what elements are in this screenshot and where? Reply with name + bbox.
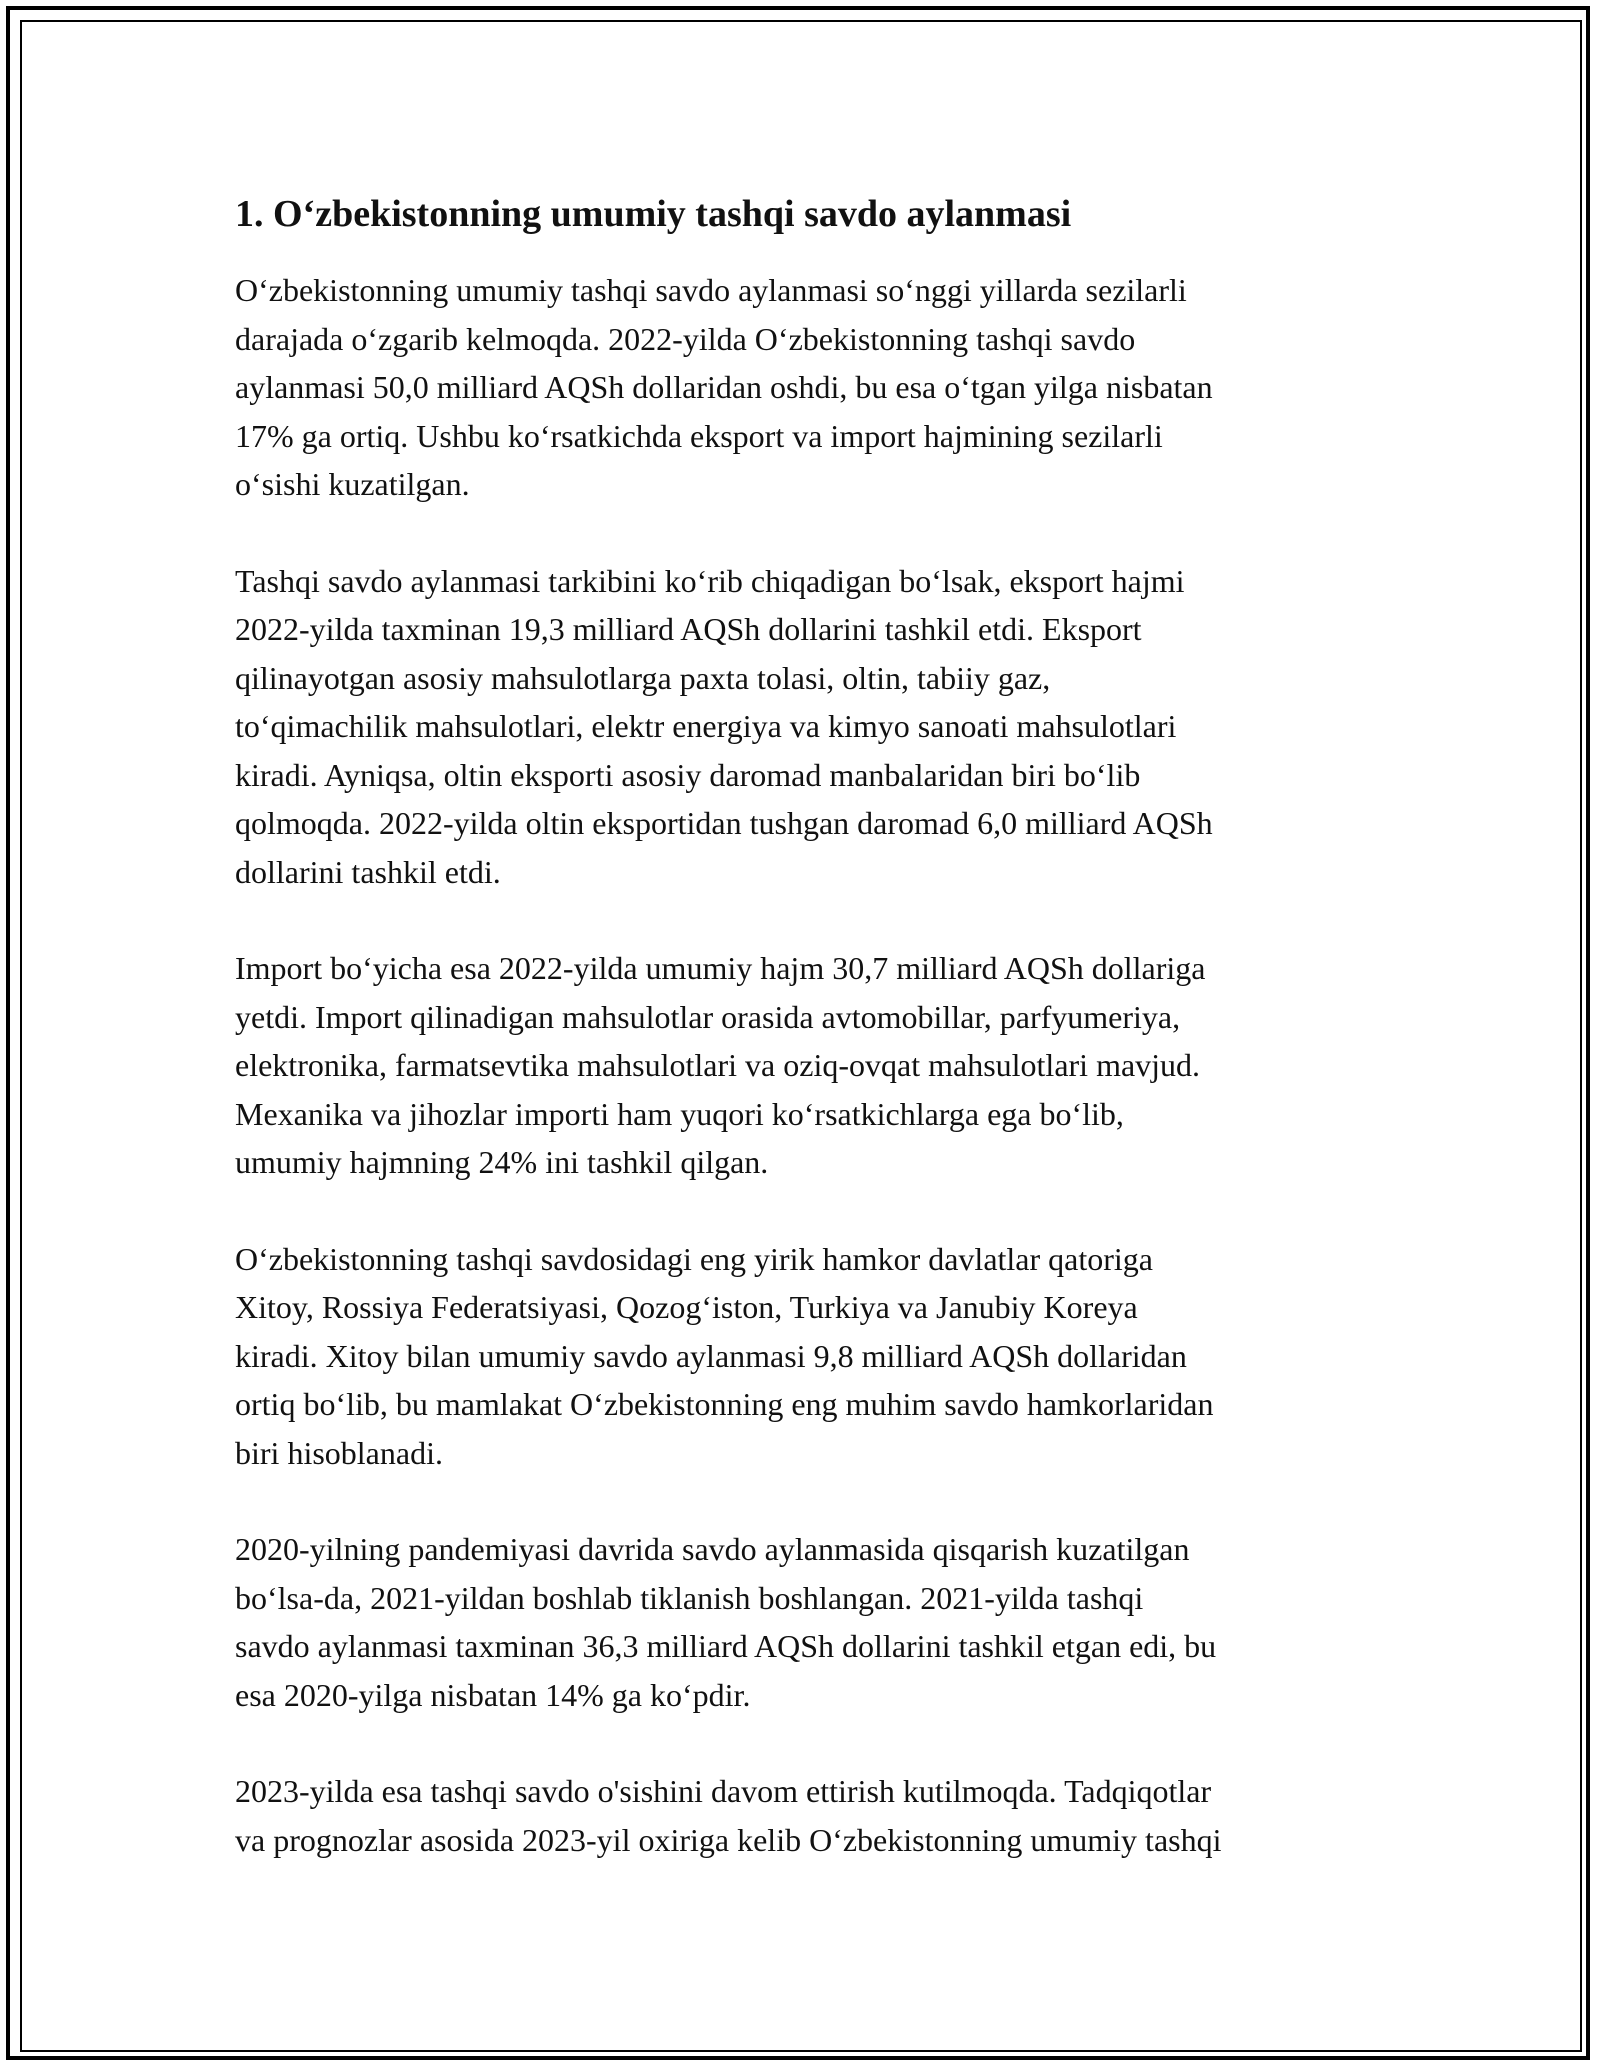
section-heading: 1. O‘zbekistonning umumiy tashqi savdo aylanmasi: [235, 193, 1072, 235]
paragraph-imports: Import bo‘yicha esa 2022-yilda umumiy hajm 30,7 milliard AQSh dollariga yetdi. Import qilinadigan mahsulotlar orasida avtomobillar, parfyumeriya, elektronika, farmatsevtika mahsulotlari va oziq-ovqat mahsulotlari mavjud. Mexanika va jihozlar importi ham yuqori ko‘rsatkichlarga ega bo‘lib, umumiy hajmning 24% ini tashkil qilgan.: [235, 950, 1206, 1180]
paragraph-exports: Tashqi savdo aylanmasi tarkibini ko‘rib chiqadigan bo‘lsak, eksport hajmi 2022-yilda taxminan 19,3 milliard AQSh dollarini tashkil etdi. Eksport qilinayotgan asosiy mahsulotlarga paxta tolasi, oltin, tabiiy gaz, to‘qimachilik mahsulotlari, elektr energiya va kimyo sanoati mahsulotlari kiradi. Ayniqsa, oltin eksporti asosiy daromad manbalaridan biri bo‘lib qolmoqda. 2022-yilda oltin eksportidan tushgan daromad 6,0 milliard AQSh dollarini tashkil etdi.: [235, 562, 1213, 890]
paragraph-pandemic-recovery: 2020-yilning pandemiyasi davrida savdo aylanmasida qisqarish kuzatilgan bo‘lsa-da, 2021-yildan boshlab tiklanish boshlangan. 2021-yilda tashqi savdo aylanmasi taxminan 36,3 milliard AQSh dollarini tashkil etgan edi, bu esa 2020-yilga nisbatan 14% ga ko‘pdir.: [235, 1531, 1217, 1713]
paragraph-2023-outlook: 2023-yilda esa tashqi savdo o'sishini davom ettirish kutilmoqda. Tadqiqotlar va prognozlar asosida 2023-yil oxiriga kelib O‘zbekistonning umumiy tashqi: [235, 1773, 1222, 1858]
paragraph-trade-turnover: O‘zbekistonning umumiy tashqi savdo aylanmasi so‘nggi yillarda sezilarli darajada o‘zgarib kelmoqda. 2022-yilda O‘zbekistonning tashqi savdo aylanmasi 50,0 milliard AQSh dollaridan oshdi, bu esa o‘tgan yilga nisbatan 17% ga ortiq. Ushbu ko‘rsatkichda eksport va import hajmining sezilarli o‘sishi kuzatilgan.: [235, 272, 1213, 502]
document-body: [235, 188, 1375, 1912]
paragraph-partners: O‘zbekistonning tashqi savdosidagi eng yirik hamkor davlatlar qatoriga Xitoy, Rossiya Federatsiyasi, Qozog‘iston, Turkiya va Janubiy Koreya kiradi. Xitoy bilan umumiy savdo aylanmasi 9,8 milliard AQSh dollaridan ortiq bo‘lib, bu mamlakat O‘zbekistonning eng muhim savdo hamkorlaridan biri hisoblanadi.: [235, 1240, 1214, 1471]
